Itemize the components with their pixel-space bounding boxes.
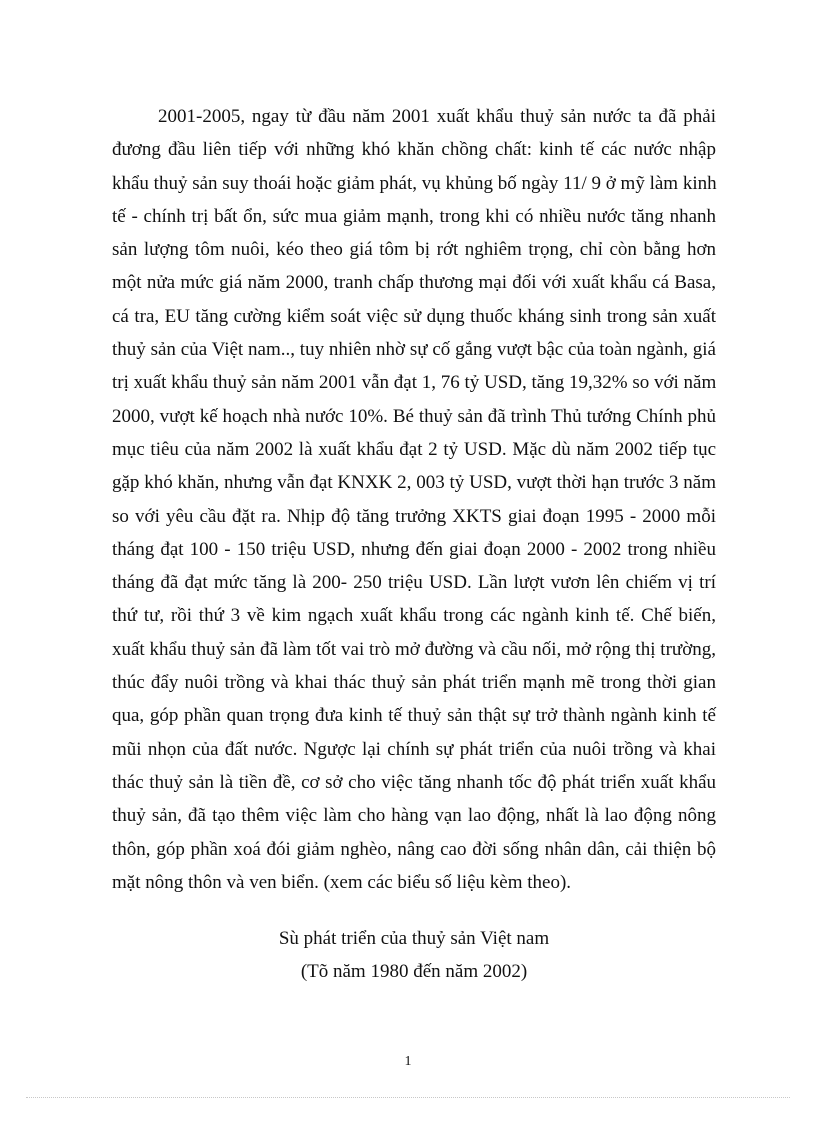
- page-bottom-divider: [26, 1097, 790, 1098]
- paragraph-line: thuỷ sản của Việt nam.., tuy nhiên nhờ sự cố gắng vượt bậc của toàn ngành, giá: [112, 339, 716, 361]
- paragraph-line: mục tiêu của năm 2002 là xuất khẩu đạt 2 tỷ USD. Mặc dù năm 2002 tiếp tục: [112, 438, 716, 460]
- figure-caption-subtitle: (Tõ năm 1980 đến năm 2002): [300, 961, 528, 982]
- paragraph-line: thứ tư, rồi thứ 3 về kim ngạch xuất khẩu trong các ngành kinh tế. Chế biến,: [112, 605, 716, 627]
- paragraph-line: thúc đẩy nuôi trồng và khai thác thuỷ sản phát triển mạnh mẽ trong thời gian: [112, 672, 716, 694]
- figure-caption-title: Sù phát triển của thuỷ sản Việt nam: [278, 928, 550, 949]
- paragraph-line: xuất khẩu thuỷ sản đã làm tốt vai trò mở đường và cầu nối, mở rộng thị trường,: [112, 638, 716, 660]
- paragraph-line: trị xuất khẩu thuỷ sản năm 2001 vẫn đạt 1, 76 tỷ USD, tăng 19,32% so với năm: [112, 372, 717, 394]
- paragraph-line: 2000, vượt kế hoạch nhà nước 10%. Bé thuỷ sản đã trình Thủ tướng Chính phủ: [112, 405, 716, 427]
- paragraph-line: so với yêu cầu đặt ra. Nhịp độ tăng trưởng XKTS giai đoạn 1995 - 2000 mỗi: [112, 505, 716, 527]
- paragraph-line: thác thuỷ sản là tiền đề, cơ sở cho việc tăng nhanh tốc độ phát triển xuất khẩu: [112, 771, 716, 793]
- paragraph-line: 2001-2005, ngay từ đầu năm 2001 xuất khẩu thuỷ sản nước ta đã phải: [158, 106, 716, 127]
- page-number: 1: [404, 1054, 412, 1069]
- paragraph-line: một nửa mức giá năm 2000, tranh chấp thương mại đối với xuất khẩu cá Basa,: [112, 272, 716, 294]
- paragraph-line: thuỷ sản, đã tạo thêm việc làm cho hàng vạn lao động, nhất là lao động nông: [112, 805, 716, 827]
- paragraph-line: sản lượng tôm nuôi, kéo theo giá tôm bị rớt nghiêm trọng, chỉ còn bằng hơn: [112, 239, 716, 261]
- paragraph-line: mũi nhọn của đất nước. Ngược lại chính sự phát triển của nuôi trồng và khai: [112, 738, 716, 760]
- paragraph-line: mặt nông thôn và ven biển. (xem các biểu số liệu kèm theo).: [112, 871, 572, 893]
- paragraph-line: qua, góp phần quan trọng đưa kinh tế thuỷ sản thật sự trở thành ngành kinh tế: [112, 705, 716, 727]
- body-paragraph: [112, 100, 716, 899]
- paragraph-line: tháng đạt 100 - 150 triệu USD, nhưng đến giai đoạn 2000 - 2002 trong nhiều: [112, 538, 716, 560]
- paragraph-line: tế - chính trị bất ổn, sức mua giảm mạnh, trong khi có nhiều nước tăng nhanh: [112, 205, 716, 227]
- paragraph-line: gặp khó khăn, nhưng vẫn đạt KNXK 2, 003 tỷ USD, vượt thời hạn trước 3 năm: [112, 472, 716, 494]
- paragraph-line: tháng đã đạt mức tăng là 200- 250 triệu USD. Lần lượt vươn lên chiếm vị trí: [112, 572, 716, 594]
- paragraph-line: thôn, góp phần xoá đói giảm nghèo, nâng cao đời sống nhân dân, cải thiện bộ: [112, 838, 716, 860]
- paragraph-line: đương đầu liên tiếp với những khó khăn chồng chất: kinh tế các nước nhập: [112, 139, 716, 161]
- paragraph-line: cá tra, EU tăng cường kiểm soát việc sử dụng thuốc kháng sinh trong sản xuất: [112, 305, 716, 327]
- paragraph-line: khẩu thuỷ sản suy thoái hoặc giảm phát, vụ khủng bố ngày 11/ 9 ở mỹ làm kinh: [112, 172, 717, 194]
